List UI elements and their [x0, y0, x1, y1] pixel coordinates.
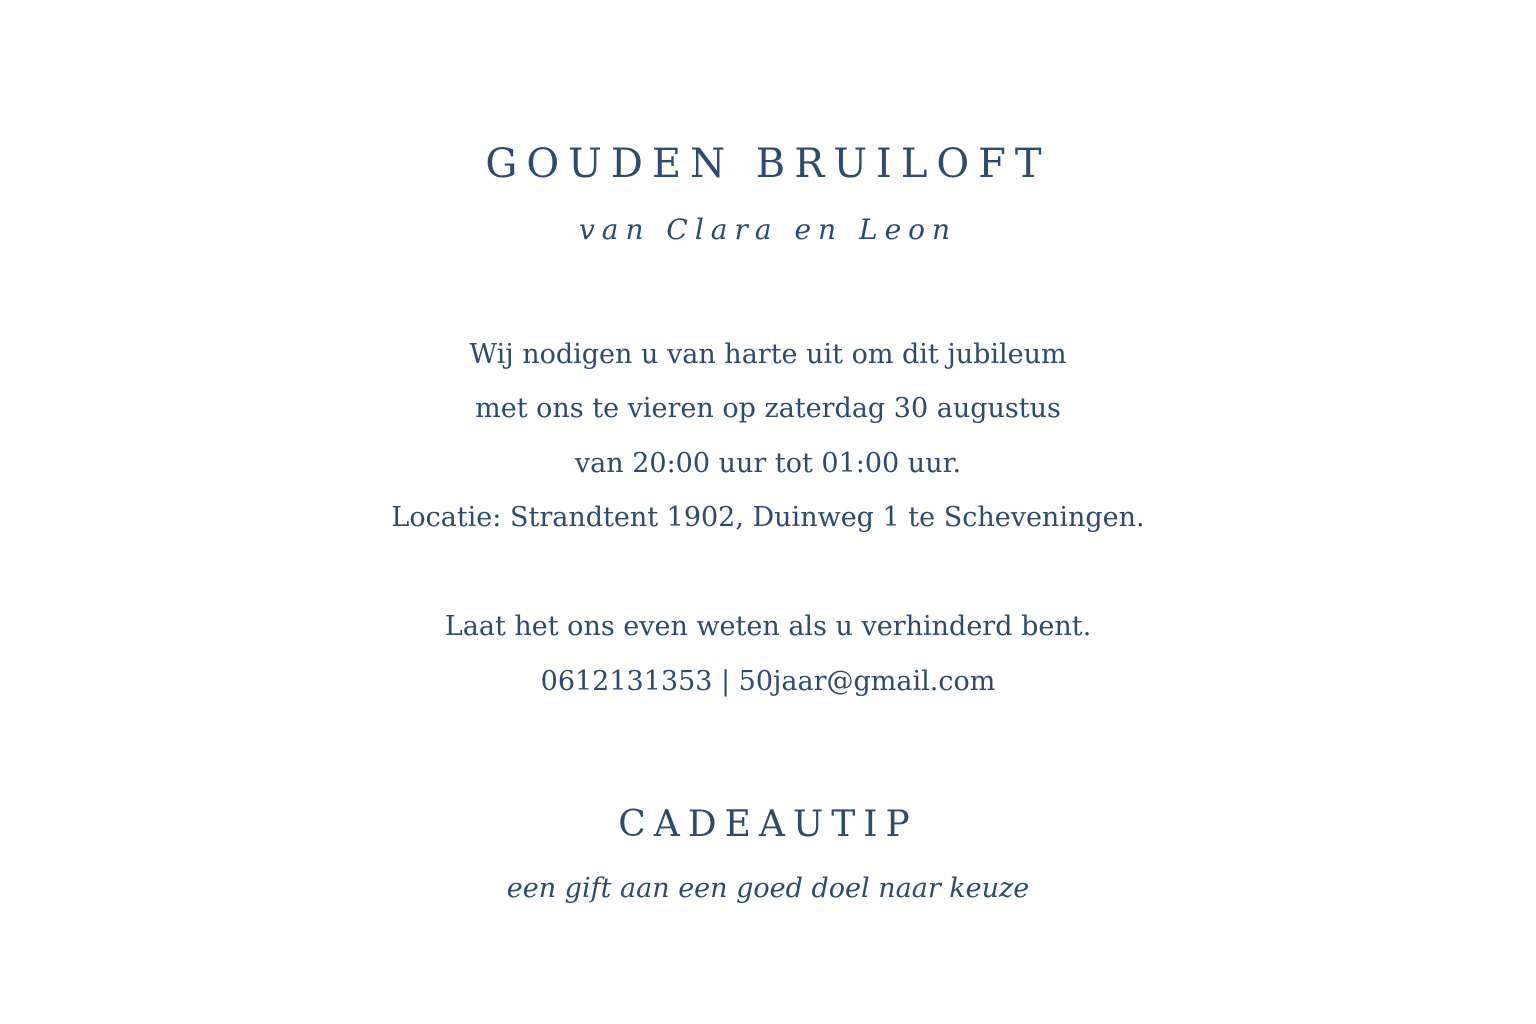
invitation-body-line: met ons te vieren op zaterdag 30 augustus [475, 393, 1061, 424]
rsvp-text: Laat het ons even weten als u verhinderd bent. [444, 611, 1092, 642]
invitation-body-line: van 20:00 uur tot 01:00 uur. [574, 448, 962, 479]
rsvp-contact: 0612131353 | 50jaar@gmail.com [540, 666, 996, 697]
invitation-title: GOUDEN BRUILOFT [485, 141, 1051, 187]
invitation-location-line: Locatie: Strandtent 1902, Duinweg 1 te Scheveningen. [391, 502, 1145, 533]
gift-text: een gift aan een goed doel naar keuze [506, 873, 1030, 904]
gift-title: CADEAUTIP [618, 804, 918, 845]
invitation-body-line: Wij nodigen u van harte uit om dit jubileum [469, 339, 1067, 370]
invitation-subtitle: van Clara en Leon [578, 213, 958, 246]
